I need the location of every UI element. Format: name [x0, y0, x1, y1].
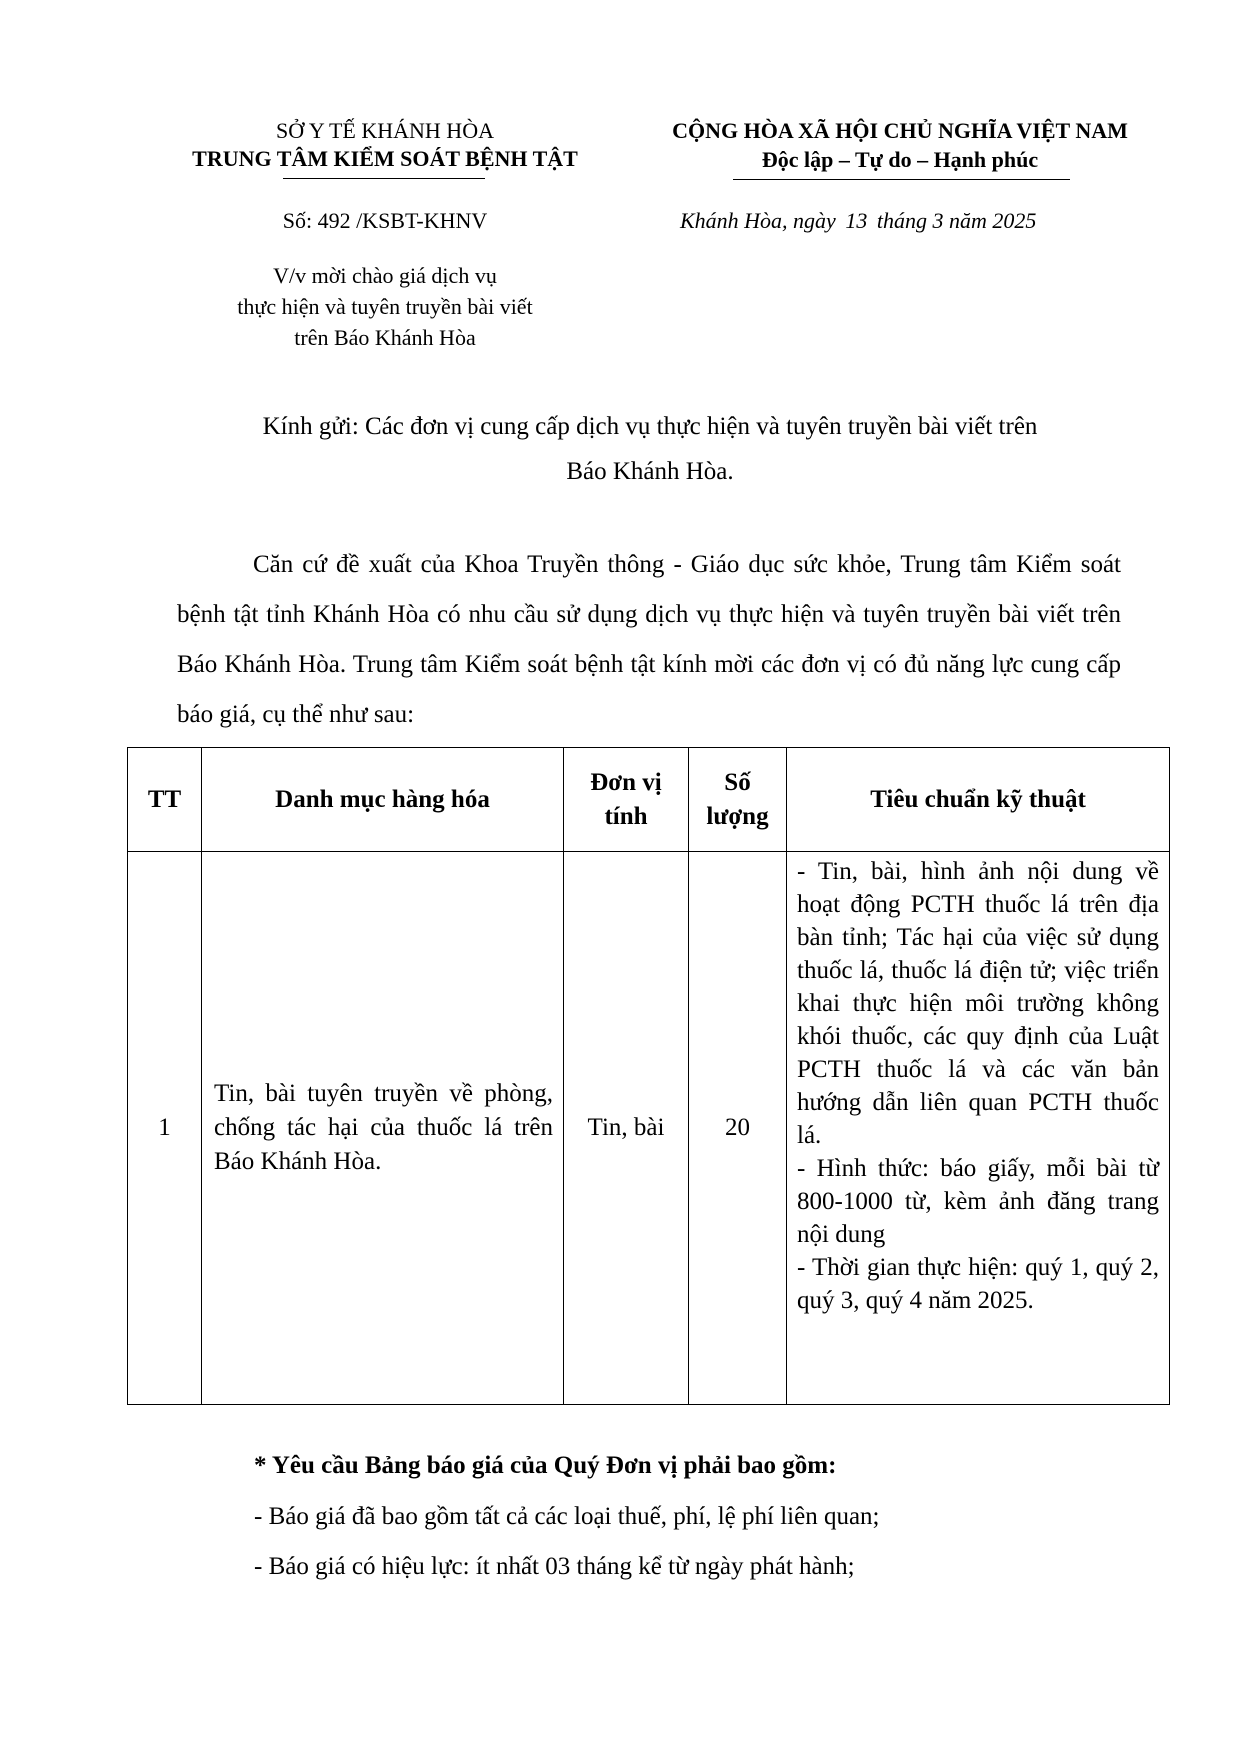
unit-underline — [283, 178, 485, 179]
issuing-unit: TRUNG TÂM KIỂM SOÁT BỆNH TẬT — [192, 146, 578, 171]
subject-line: V/v mời chào giá dịch vụ — [273, 263, 497, 288]
date-day: 13 — [845, 208, 868, 233]
document-date — [680, 208, 1036, 234]
national-motto: Độc lập – Tự do – Hạnh phúc — [761, 147, 1039, 172]
date-prefix: Khánh Hòa, ngày — [680, 208, 836, 233]
date-suffix: tháng 3 năm 2025 — [876, 208, 1037, 233]
col-header-spec: Tiêu chuẩn kỹ thuật — [870, 785, 1086, 813]
recipient-line-1: Kính gửi: Các đơn vị cung cấp dịch vụ thực hiện và tuyên truyền bài viết trên — [262, 413, 1038, 440]
requirement-item: - Báo giá có hiệu lực: ít nhất 03 tháng kể từ ngày phát hành; — [254, 1553, 855, 1580]
spec-line: - Tin, bài, hình ảnh nội dung về hoạt động PCTH thuốc lá trên địa bàn tỉnh; Tác hại của việc sử dụng thuốc lá, thuốc lá điện tử; việc triển khai thực hiện môi trường không khói thuốc, các quy định của Luật PCTH thuốc lá và các văn bản hướng dẫn liên quan PCTH thuốc lá. — [797, 858, 1159, 1149]
col-header-quantity: Số lượng — [706, 768, 769, 830]
spec-line: - Hình thức: báo giấy, mỗi bài từ 800-1000 từ, kèm ảnh đăng trang nội dung — [797, 1155, 1159, 1248]
row-quantity: 20 — [725, 1114, 750, 1141]
country-name: CỘNG HÒA XÃ HỘI CHỦ NGHĨA VIỆT NAM — [672, 118, 1128, 143]
requirement-item: - Báo giá đã bao gồm tất cả các loại thuế, phí, lệ phí liên quan; — [254, 1503, 880, 1530]
subject-line: trên Báo Khánh Hòa — [294, 325, 476, 350]
col-header-tt: TT — [147, 785, 182, 813]
recipient-line-2: Báo Khánh Hòa. — [566, 458, 734, 485]
body-paragraph: Căn cứ đề xuất của Khoa Truyền thông - Giáo dục sức khỏe, Trung tâm Kiểm soát bệnh tật tỉnh Khánh Hòa có nhu cầu sử dụng dịch vụ thực hiện và tuyên truyền bài viết trên Báo Khánh Hòa. Trung tâm Kiểm soát bệnh tật kính mời các đơn vị có đủ năng lực cung cấp báo giá, cụ thể như sau: — [177, 551, 1121, 728]
row-tt: 1 — [158, 1114, 171, 1141]
spec-line: - Thời gian thực hiện: quý 1, quý 2, quý 3, quý 4 năm 2025. — [797, 1254, 1159, 1314]
quotation-table — [127, 747, 1170, 1405]
document-subject — [150, 260, 620, 353]
col-header-unit: Đơn vị tính — [590, 768, 662, 830]
row-spec — [797, 855, 1159, 1317]
subject-line: thực hiện và tuyên truyền bài viết — [237, 294, 533, 319]
issuing-agency: SỞ Y TẾ KHÁNH HÒA — [276, 118, 494, 143]
col-header-item: Danh mục hàng hóa — [275, 785, 490, 813]
row-unit: Tin, bài — [587, 1114, 665, 1141]
requirements-title: * Yêu cầu Bảng báo giá của Quý Đơn vị phải bao gồm: — [254, 1452, 837, 1479]
document-number: Số: 492 /KSBT-KHNV — [282, 208, 488, 233]
motto-underline — [733, 179, 1070, 180]
row-item: Tin, bài tuyên truyền về phòng, chống tác hại của thuốc lá trên Báo Khánh Hòa. — [214, 1080, 553, 1175]
